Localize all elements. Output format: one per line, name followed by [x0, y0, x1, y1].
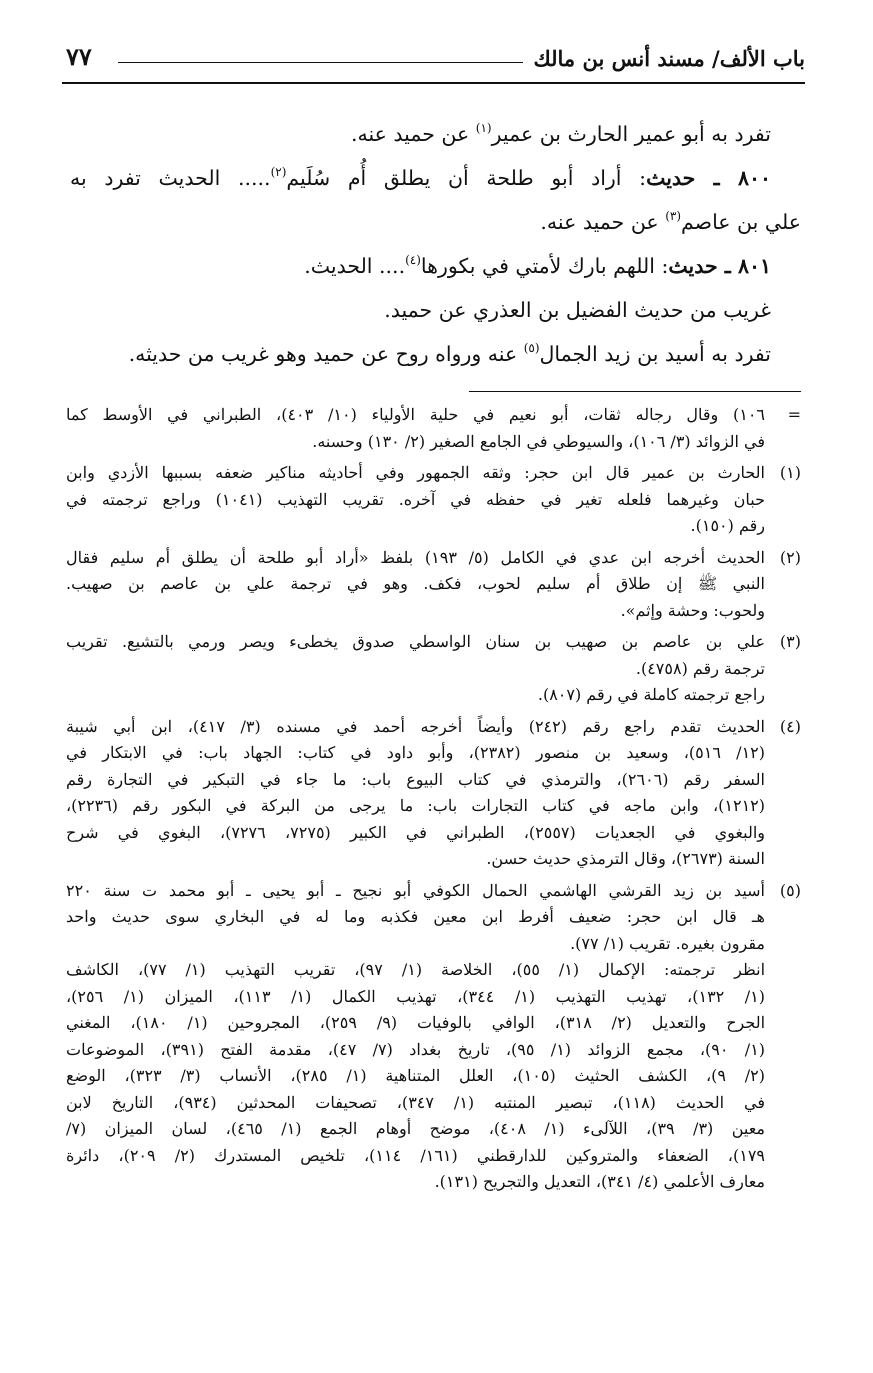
text-run: عنه ورواه روح عن حميد وهو غريب من حديثه. [128, 342, 524, 366]
footnote-line: هـ قال ابن حجر: ضعيف أفرط ابن معين فكذبه وما له في البخاري سوى حديث واحد [66, 907, 765, 926]
text-run: ..... الحديث تفرد به [70, 166, 271, 190]
text-line-1 [70, 112, 801, 156]
footnote-line: الحديث تقدم راجع رقم (٢٤٢) وأيضاً أخرجه أحمد في مسنده (٣/ ٤١٧)، ابن أبي شيبة [66, 716, 765, 736]
page-number: ٧٧ [66, 42, 92, 71]
footnote-marker-2: (٢) [779, 547, 801, 567]
text-run: علي بن عاصم [681, 210, 801, 234]
footnote-line: السنة (٢٦٧٣)، وقال الترمذي حديث حسن. [486, 849, 765, 868]
footnote-line: والبغوي في الجعديات (٢٥٥٧)، الطبراني في الكبير (٧٢٧٥، ٧٢٧٦)، البغوي في شرح [66, 822, 765, 842]
running-header [62, 38, 805, 84]
text-run: : أراد أبو طلحة أن يطلق أُم سُلَيم [286, 166, 647, 190]
text-run: عن حميد عنه. [540, 210, 666, 234]
footnote-line: أسيد بن زيد القرشي الهاشمي الحمال الكوفي أبو نجيح ـ أبو يحيى ـ أبو محمد ت سنة ٢٢٠ [66, 880, 765, 900]
footnote-line: راجع ترجمته كاملة في رقم (٨٠٧). [537, 685, 765, 704]
text-run: : اللهم بارك لأمتي في بكورها [420, 254, 669, 278]
footnote-ref-4[interactable]: (٤) [405, 253, 421, 267]
footnote-2 [66, 545, 801, 625]
footnote-line: (١٢/ ٥١٦)، وسعيد بن منصور (٢٣٨٢)، وأبو داود في كتاب: الجهاد باب: في الابتكار في [66, 743, 765, 762]
footnote-line: في الحديث (١١٨)، تبصير المنتبه (١/ ٣٤٧)، تصحيفات المحدثين (٩٣٤)، التاريخ لابن [66, 1092, 765, 1112]
hadith-800-line [70, 156, 801, 200]
footnote-ref-5[interactable]: (٥) [523, 341, 540, 355]
footnote-line: معارف الأعلمي (٤/ ٣٤١)، التعديل والتجريح (١٣١). [434, 1172, 765, 1191]
footnote-ref-1[interactable]: (١) [475, 121, 492, 135]
footnote-line: الحارث بن عمير قال ابن حجر: وثقه الجمهور وفي أحاديثه مناكير ضعفه بسببها الأزدي وابن [66, 463, 765, 482]
header-rule [118, 62, 523, 63]
text-line-6 [70, 332, 801, 376]
footnotes [66, 402, 801, 1201]
footnote-line: معين (٣/ ٣٩)، اللآلىء (١/ ٤٠٨)، موضح أوهام الجمع (١/ ٤٦٥)، لسان الميزان (٧/ [66, 1119, 765, 1138]
text-line-3 [70, 200, 801, 244]
footnote-line: انظر ترجمته: الإكمال (١/ ٥٥)، الخلاصة (١/ ٩٧)، تقريب التهذيب (١/ ٧٧)، الكاشف [66, 960, 765, 979]
main-text [70, 112, 801, 376]
continuation-mark: = [787, 405, 801, 424]
footnote-line: ولحوب: وحشة وإثم». [620, 600, 765, 620]
text-run: غريب من حديث الفضيل بن العذري عن حميد. [384, 298, 771, 322]
footnote-marker-4: (٤) [779, 716, 801, 736]
hadith-number-800: ٨٠٠ ـ حديث [646, 166, 771, 190]
footnote-continuation [66, 402, 801, 455]
footnote-marker-5: (٥) [779, 880, 801, 900]
footnote-line: مقرون بغيره. تقريب (١/ ٧٧). [570, 933, 765, 953]
footnote-1 [66, 460, 801, 540]
text-line-5 [70, 288, 801, 332]
text-run: تفرد به أبو عمير الحارث بن عمير [491, 122, 771, 146]
footnote-marker-1: (١) [779, 463, 801, 482]
footnote-line: (١/ ٩٠)، مجمع الزوائد (١/ ٩٥)، تاريخ بغداد (٧/ ٤٧)، مقدمة الفتح (٣٩١)، الموضوعات [66, 1039, 765, 1059]
hadith-801-line [70, 244, 801, 288]
footnote-marker-3: (٣) [779, 632, 801, 651]
footnote-ref-3[interactable]: (٣) [665, 209, 682, 223]
footnote-line: ١٧٩)، الضعفاء والمتروكين للدارقطني (١٦١/ ١١٤)، تلخيص المستدرك (٢/ ٢٠٩)، دائرة [66, 1145, 765, 1165]
footnote-4 [66, 714, 801, 873]
footnote-line: (١/ ١٣٢)، تهذيب التهذيب (١/ ٣٤٤)، تهذيب الكمال (١/ ١١٣)، الميزان (١/ ٢٥٦)، [66, 986, 765, 1006]
footnote-line: حبان وغيرهما فلعله تغير في حفظه في آخره. تقريب التهذيب (١٠٤١) وراجع ترجمته في [66, 489, 765, 509]
footnote-line: في الزوائد (٣/ ١٠٦)، والسيوطي في الجامع الصغير (٢/ ١٣٠) وحسنه. [312, 431, 765, 451]
footnote-line: الجرح والتعديل (٢/ ٣١٨)، الوافي بالوفيات (٩/ ٢٥٩)، المجروحين (١/ ١٨٠)، المغني [66, 1013, 765, 1032]
footnote-line: ١٠٦) وقال رجاله ثقات، أبو نعيم في حلية الأولياء (١٠/ ٤٠٣)، الطبراني في الأوسط كما [66, 405, 765, 424]
footnote-line: علي بن عاصم بن صهيب بن سنان الواسطي صدوق يخطىء ويصر ورمي بالتشيع. تقريب [66, 632, 765, 651]
footnote-3 [66, 629, 801, 709]
text-run: تفرد به أسيد بن زيد الجمال [539, 342, 771, 366]
footnote-line: السفر رقم (٢٦٠٦)، والترمذي في كتاب البيوع باب: ما جاء في التبكير في التجارة رقم [66, 769, 765, 789]
footnote-separator [469, 391, 801, 392]
footnote-ref-2[interactable]: (٢) [270, 165, 287, 179]
text-run: عن حميد عنه. [350, 122, 476, 146]
footnote-line: ترجمة رقم (٤٧٥٨). [635, 658, 765, 678]
text-run: .... الحديث. [304, 254, 406, 278]
footnote-line: رقم (١٥٠). [690, 516, 765, 535]
footnote-line: (٢/ ٩)، الكشف الحثيث (١٠٥)، العلل المتناهية (١/ ٢٨٥)، الأنساب (٣/ ٣٢٣)، الوضع [66, 1066, 765, 1085]
chapter-title: باب الألف/ مسند أنس بن مالك [533, 46, 805, 71]
footnote-5 [66, 878, 801, 1196]
footnote-line: النبي ﷺ إن طلاق أم سليم لحوب، فكف. وهو في ترجمة علي بن عاصم بن صهيب. [66, 574, 765, 593]
hadith-number-801: ٨٠١ ـ حديث [668, 254, 771, 278]
footnote-line: (١٢١٢)، وابن ماجه في كتاب التجارات باب: ما يرجى من البركة في البكور رقم (٢٢٣٦)، [66, 796, 765, 815]
footnote-line: الحديث أخرجه ابن عدي في الكامل (٥/ ١٩٣) بلفظ «أراد أبو طلحة أن يطلق أم سليم فقال [66, 547, 765, 567]
